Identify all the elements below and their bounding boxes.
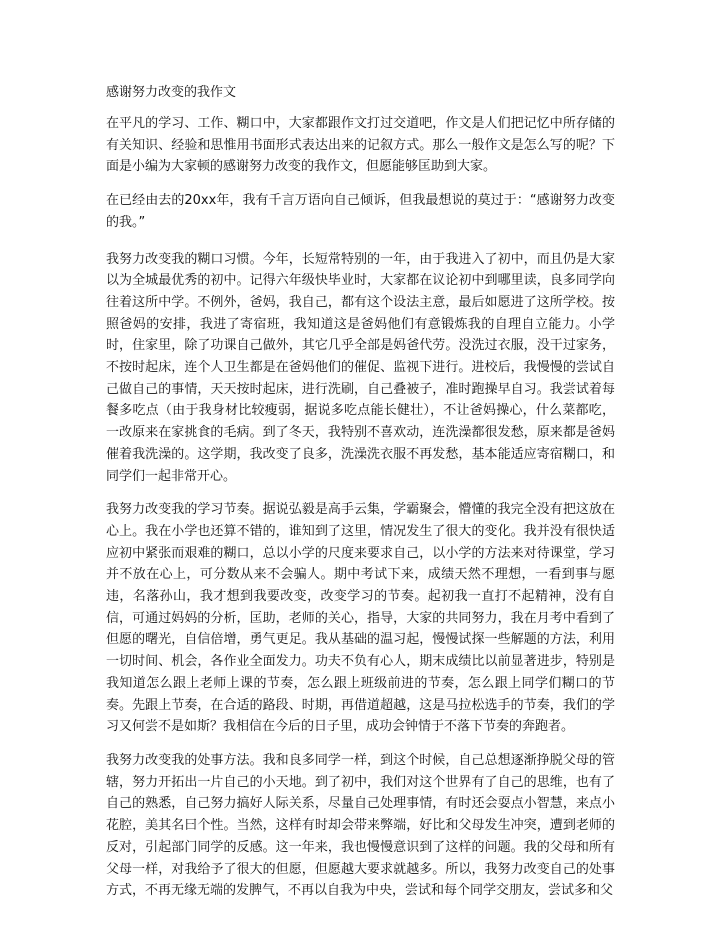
paragraph-handling-method: 我努力改变我的处事方法。我和良多同学一样，到这个时候，自己总想逐渐挣脱父母的管辖，努力开拓出一片自己的小天地。到了初中，我们对这个世界有了自己的思维，也有了自己的熟悉，自己努力搞好人际关系，尽量自己处理事情，有时还会耍点小智慧，来点小花腔，美其名曰个性。当然，这样有时却会带来弊端，好比和父母发生冲突，遭到老师的反对，引起部门同学的反感。这一年来，我也慢慢意识到了这样的问题。我的父母和所有父母一样，对我给予了很大的但愿，但愿越大要求就越多。所以，我努力改变自己的处事方式，不再无缘无端的发脾气，不再以自我为中央，尝试和每个同学交朋友，尝试多和父 xyxy=(106,752,615,899)
article-body xyxy=(106,82,615,914)
paragraph-life-habits: 我努力改变我的糊口习惯。今年，长短常特别的一年，由于我进入了初中，而且仍是大家以为全城最优秀的初中。记得六年级快毕业时，大家都在议论初中到哪里读，良多同学向往着这所中学。不例外，爸妈，我自己，都有这个设法主意，最后如愿进了这所学校。按照爸妈的安排，我进了寄宿班，我知道这是爸妈他们有意锻炼我的自理自立能力。小学时，住家里，除了功课自己做外，其它几乎全部是妈爸代劳。没洗过衣服，没干过家务，不按时起床，连个人卫生都是在爸妈他们的催促、监视下进行。进校后，我慢慢的尝试自己做自己的事情，天天按时起床，进行洗刷，自己叠被子，准时跑操早自习。我尝试着每餐多吃点（由于我身材比较瘦弱，据说多吃点能长健壮），不让爸妈操心，什么菜都吃，一改原来在家挑食的毛病。到了冬天，我特别不喜欢动，连洗澡都很发愁，原来都是爸妈催着我洗澡的。这学期，我改变了良多，洗澡洗衣服不再发愁，基本能适应寄宿糊口，和同学们一起非常开心。 xyxy=(106,251,615,484)
paragraph-study-rhythm: 我努力改变我的学习节奏。据说弘毅是高手云集，学霸聚会，懵懂的我完全没有把这放在心上。我在小学也还算不错的，谁知到了这里，情况发生了很大的变化。我并没有很快适应初中紧张而艰难的糊口，总以小学的尺度来要求自己，以小学的方法来对待课堂，学习并不放在心上，可分数从来不会骗人。期中考试下来，成绩天然不理想，一看到事与愿违，名落孙山，我才想到我要改变，改变学习的节奏。起初我一直打不起精神，没有自信，可通过妈妈的分析，匡助，老师的关心，指导，大家的共同努力，我在月考中看到了但愿的曙光，自信倍增，勇气更足。我从基础的温习起，慢慢试探一些解题的方法，利用一切时间、机会，各作业全面发力。功夫不负有心人，期末成绩比以前显著进步，特别是我知道怎么跟上老师上课的节奏，怎么跟上班级前进的节奏，怎么跟上同学们糊口的节奏。先跟上节奏，在合适的路段、时期，再借道超越，这是马拉松选手的节奏，我们的学习又何尝不是如斯？我相信在今后的日子里，成功会钟情于不落下节奏的奔跑者。 xyxy=(106,502,615,735)
paragraph-intro: 在平凡的学习、工作、糊口中，大家都跟作文打过交道吧，作文是人们把记忆中所存储的有关知识、经验和思惟用书面形式表达出来的记叙方式。那么一般作文是怎么写的呢？下面是小编为大家顿的感谢努力改变的我作文，但愿能够匡助到大家。 xyxy=(106,116,615,175)
article-title: 感谢努力改变的我作文 xyxy=(106,85,237,100)
paragraph-thanks: 在已经由去的20xx年，我有千言万语向自己倾诉，但我最想说的莫过于：“感谢努力改变的我。” xyxy=(106,193,615,230)
